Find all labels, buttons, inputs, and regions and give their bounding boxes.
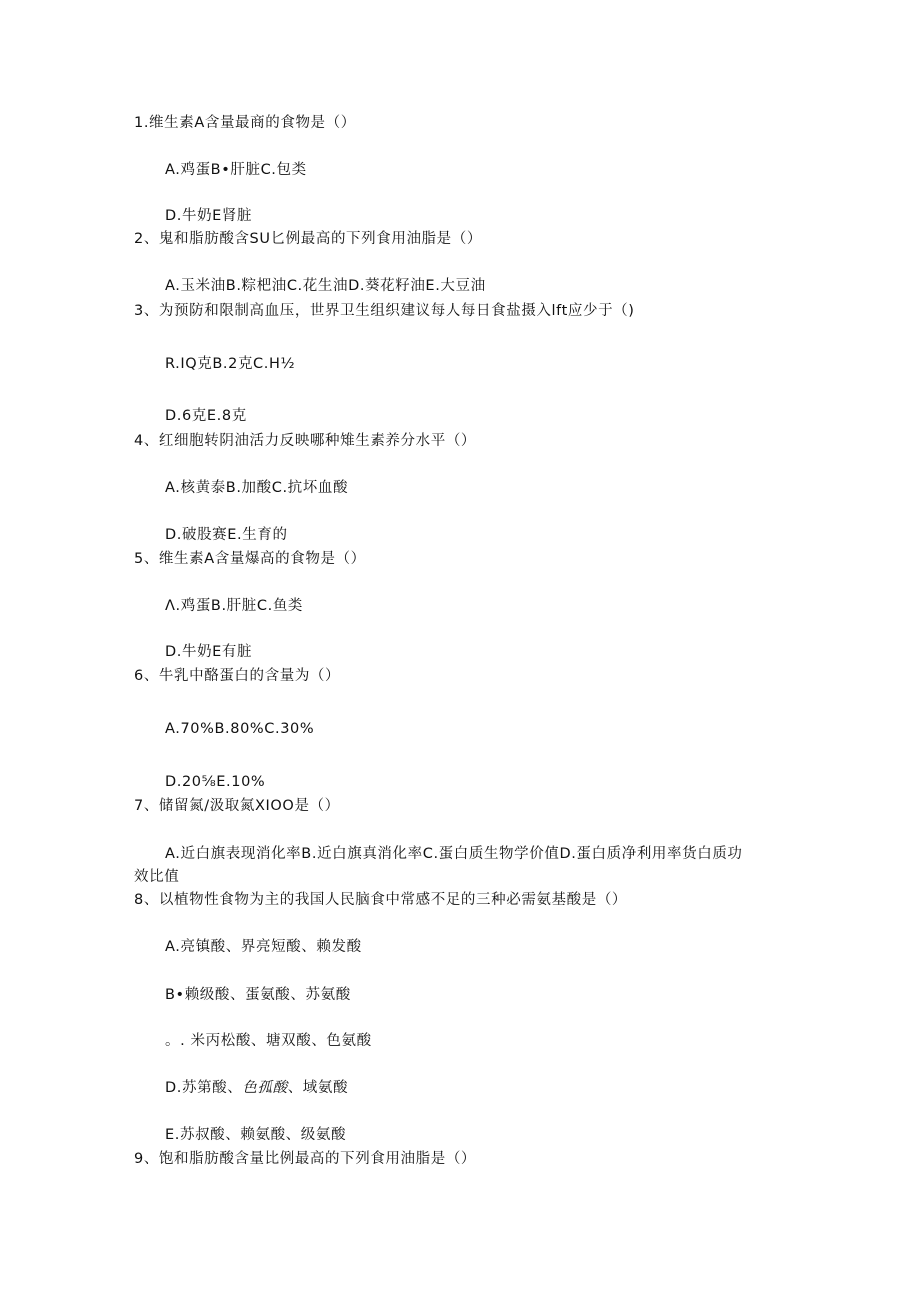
question-8-option-d-suffix: 、域氨酸 <box>287 1080 349 1096</box>
question-3: 3、为预防和限制高血压，世界卫生组织建议每人每日食盐摄入lft应少于（) <box>134 303 635 319</box>
question-8-option-a: A.亮镇酸、界亮短酸、赖发酸 <box>165 939 362 955</box>
question-3-options-a: R.IQ克B.2克C.H½ <box>165 356 296 372</box>
question-6: 6、牛乳中酪蛋白的含量为（） <box>134 668 341 684</box>
question-1-options-a: A.鸡蛋B•肝脏C.包类 <box>165 162 307 178</box>
question-8-option-d-italic: 色孤酸 <box>242 1080 288 1096</box>
question-5-options-a: Λ.鸡蛋B.肝脏C.鱼类 <box>165 598 304 614</box>
question-7-options: A.近白旗表现消化率B.近白旗真消化率C.蛋白质生物学价值D.蛋白质净利用率货白质功 <box>165 846 743 862</box>
question-2-options: A.玉米油B.粽杷油C.花生油D.葵花籽油E.大豆油 <box>165 278 486 294</box>
question-1-options-b: D.牛奶E肾脏 <box>165 208 253 224</box>
question-7-options-continued: 效比值 <box>134 869 180 885</box>
question-5: 5、维生素A含量爆高的食物是（） <box>134 551 366 567</box>
question-3-options-b: D.6克E.8克 <box>165 408 247 424</box>
question-6-options-b: D.20⅝E.10% <box>165 774 266 790</box>
question-7: 7、储留氮/汲取氮XIOO是（） <box>134 798 340 814</box>
question-4-options-b: D.破股赛E.生育的 <box>165 527 288 543</box>
question-8-option-b: B•赖级酸、蛋氨酸、苏氨酸 <box>165 987 351 1003</box>
question-8-option-c: 。. 米丙松酸、塘双酸、色氨酸 <box>165 1033 372 1049</box>
question-8-option-e: E.苏叔酸、赖氨酸、级氨酸 <box>165 1127 347 1143</box>
question-5-options-b: D.牛奶E有脏 <box>165 644 253 660</box>
question-4: 4、红细胞转阴油活力反映哪种雉生素养分水平（） <box>134 433 477 449</box>
question-4-options-a: A.核黄泰B.加酸C.抗坏血酸 <box>165 480 349 496</box>
question-8-option-d <box>165 1079 348 1097</box>
question-8-option-d-prefix: D.苏第酸、 <box>165 1080 243 1096</box>
question-6-options-a: A.70%B.80%C.30% <box>165 721 315 737</box>
question-9: 9、饱和脂肪酸含量比例最高的下列食用油脂是（） <box>134 1151 477 1167</box>
question-2: 2、鬼和脂肪酸含SU匕例最高的下列食用油脂是（） <box>134 231 482 247</box>
question-1: 1.维生素A含量最商的食物是（） <box>134 115 356 131</box>
question-8: 8、以植物性食物为主的我国人民脑食中常感不足的三种必需氨基酸是（） <box>134 892 628 908</box>
